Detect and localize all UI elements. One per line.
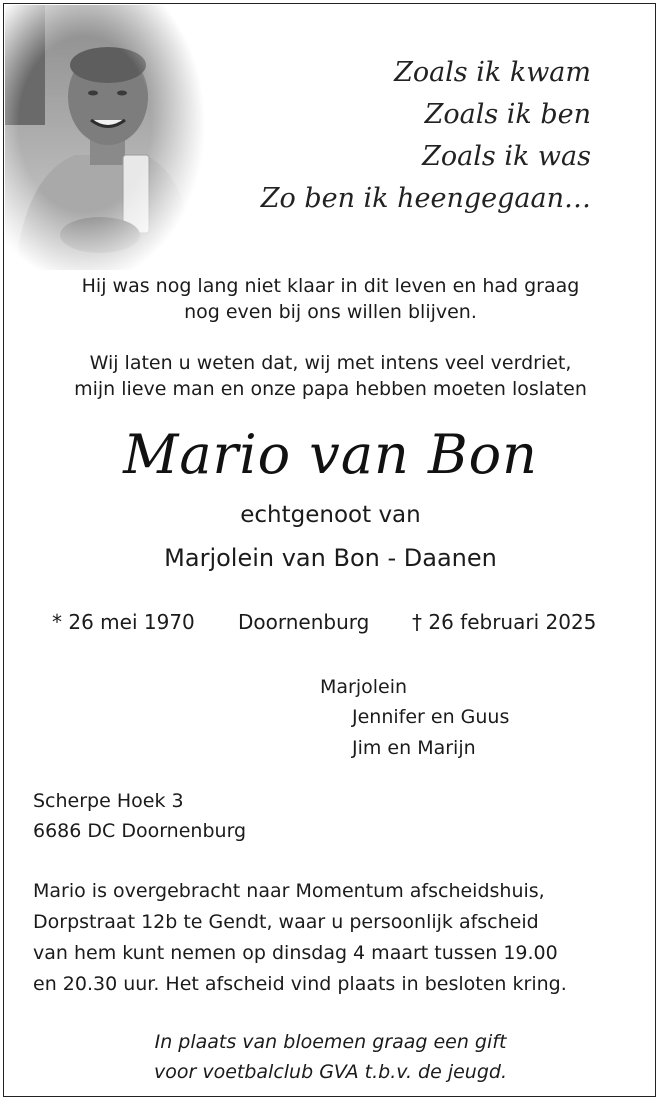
details-text	[33, 876, 633, 1000]
details-line: Dorpstraat 12b te Gendt, waar u persoonlijk afscheid	[33, 911, 539, 933]
poem-line: Zoals ik kwam	[394, 57, 591, 88]
place: Doornenburg	[238, 610, 370, 634]
deceased-name: Mario van Bon	[123, 423, 538, 486]
closing-note	[0, 1027, 661, 1087]
portrait-photo	[5, 5, 205, 270]
poem	[261, 52, 591, 220]
address-city: 6686 DC Doornenburg	[33, 820, 247, 842]
announce-line: mijn lieve man en onze papa hebben moeten loslaten	[74, 378, 587, 400]
intro-line: nog even bij ons willen blijven.	[184, 301, 477, 323]
address-street: Scherpe Hoek 3	[33, 790, 184, 812]
spouse-label: echtgenoot van	[240, 502, 421, 528]
intro-line: Hij was nog lang niet klaar in dit leven en had graag	[81, 275, 580, 297]
birth-date: * 26 mei 1970	[52, 610, 195, 634]
death-date: † 26 februari 2025	[412, 610, 597, 634]
announce-line: Wij laten u weten dat, wij met intens veel verdriet,	[89, 352, 572, 374]
family-member: Jim en Marijn	[352, 737, 476, 759]
details-line: en 20.30 uur. Het afscheid vind plaats in besloten kring.	[33, 973, 567, 995]
intro-text	[0, 273, 661, 325]
details-line: Mario is overgebracht naar Momentum afscheidshuis,	[33, 880, 545, 902]
poem-line: Zo ben ik heengegaan…	[260, 183, 591, 214]
family-member: Jennifer en Guus	[352, 706, 510, 728]
details-line: van hem kunt nemen op dinsdag 4 maart tussen 19.00	[33, 942, 558, 964]
family-member: Marjolein	[320, 676, 408, 698]
spouse-name: Marjolein van Bon - Daanen	[164, 544, 497, 572]
poem-line: Zoals ik ben	[424, 99, 591, 130]
announcement-text	[0, 350, 661, 402]
closing-line: In plaats van bloemen graag een gift	[154, 1031, 507, 1053]
poem-line: Zoals ik was	[422, 141, 591, 172]
closing-line: voor voetbalclub GVA t.b.v. de jeugd.	[154, 1061, 507, 1083]
